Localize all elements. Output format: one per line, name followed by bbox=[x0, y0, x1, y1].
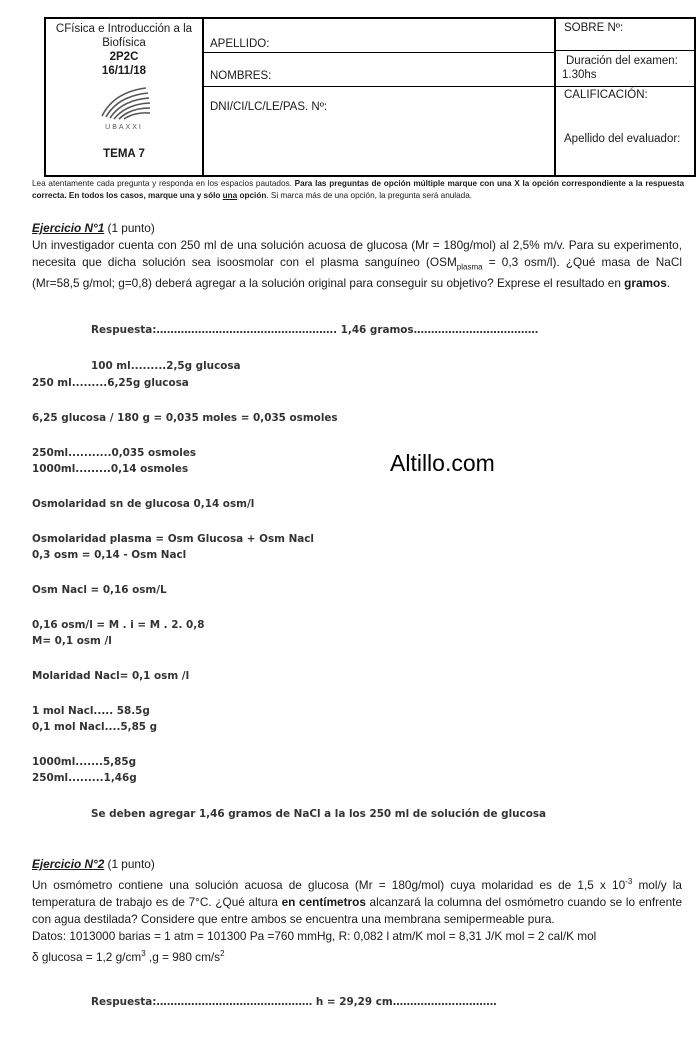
calc-line: 1000ml.......5,85g bbox=[32, 756, 137, 768]
calificacion-label: CALIFICACIÓN: bbox=[564, 89, 648, 101]
exercise-2-delta-sup2: 2 bbox=[220, 948, 225, 958]
calc-line: Osmolaridad plasma = Osm Glucosa + Osm Nacl bbox=[32, 533, 314, 545]
header-table bbox=[44, 17, 696, 177]
duracion-label: Duración del examen: bbox=[566, 55, 678, 67]
calc-line: Molaridad Nacl= 0,1 osm /l bbox=[32, 670, 190, 682]
calc-line: 250ml.........1,46g bbox=[32, 772, 137, 784]
exercise-1-body-a: Un investigador cuenta con 250 ml de una solución acuosa de glucosa (Mr = 180g/mol) al 2,5% m/v. Para su experimento, necesita que dicha solución sea isoosmolar con el plasma sanguíneo (OSM bbox=[32, 238, 682, 269]
calc-line: Osmolaridad sn de glucosa 0,14 osm/l bbox=[32, 498, 255, 510]
instructions-text-1: Lea atentamente cada pregunta y responda en los espacios pautados. bbox=[32, 179, 295, 188]
duracion-value: 1.30hs bbox=[562, 69, 597, 81]
instructions-text-3: una bbox=[222, 191, 238, 200]
exercise-2-body-a: Un osmómetro contiene una solución acuosa de glucosa (Mr = 180g/mol) cuya molaridad es de 1,5 x 10 bbox=[32, 877, 626, 892]
calc-line: M= 0,1 osm /l bbox=[32, 635, 112, 647]
course-name: CFísica e Introducción a la Biofísica bbox=[55, 23, 193, 49]
course-cell bbox=[46, 19, 204, 175]
apellido-field[interactable]: APELLIDO: bbox=[204, 19, 554, 53]
calificacion-field bbox=[556, 87, 694, 145]
exercise-1-subscript: plasma bbox=[456, 262, 483, 272]
exercise-1-body-end: . bbox=[666, 276, 671, 291]
duracion-field bbox=[556, 51, 694, 87]
calc-line: 250 ml.........6,25g glucosa bbox=[32, 377, 189, 389]
nombres-field[interactable]: NOMBRES: bbox=[204, 53, 554, 87]
exercise-2-delta-sup: 3 bbox=[141, 948, 146, 958]
instructions-text-2: Para las preguntas de opción múltiple marque con una X la opción correspondiente a la respuesta correcta. En todos los casos, marque una y sólo bbox=[32, 179, 685, 200]
exercise-2 bbox=[32, 856, 682, 966]
exercise-2-title: Ejercicio N°2 bbox=[32, 857, 105, 871]
answer-2: Respuesta:……………………………………… h = 29,29 cm………………………… bbox=[91, 996, 497, 1008]
dni-field[interactable]: DNI/CI/LC/LE/PAS. Nº: bbox=[210, 101, 328, 113]
course-code: 2P2C bbox=[109, 51, 139, 63]
calc-line: 0,1 mol Nacl....5,85 g bbox=[32, 721, 158, 733]
exercise-1-body-bold: gramos bbox=[624, 276, 667, 291]
exercise-1 bbox=[32, 220, 682, 292]
instructions-text-4: opción bbox=[237, 191, 267, 200]
instructions-text-5: . Si marca más de una opción, la pregunta será anulada. bbox=[266, 191, 473, 200]
logo-text: UBAXXI bbox=[105, 124, 143, 131]
exercise-2-points: (1 punto) bbox=[104, 857, 155, 871]
exercise-1-title: Ejercicio N°1 bbox=[32, 221, 105, 235]
admin-cell bbox=[556, 19, 694, 175]
exercise-2-datos: Datos: 1013000 barias = 1 atm = 101300 Pa =760 mmHg, R: 0,082 l atm/K mol = 8,31 J/K mol = 2 cal/K mol bbox=[32, 928, 597, 943]
watermark: Altillo.com bbox=[390, 450, 495, 476]
calc-conclusion: Se deben agregar 1,46 gramos de NaCl a la los 250 ml de solución de glucosa bbox=[91, 808, 547, 820]
student-data-cell bbox=[204, 19, 556, 175]
calc-line: 0,3 osm = 0,14 - Osm Nacl bbox=[32, 549, 187, 561]
calc-line: 0,16 osm/l = M . i = M . 2. 0,8 bbox=[32, 619, 205, 631]
exercise-2-body-c: alcanzará la columna del osmómetro cuando se lo enfrente con agua destilada? Considere que entre ambos se encuentra una membrana semipermeable pura. bbox=[32, 894, 682, 926]
exercise-1-points: (1 punto) bbox=[104, 221, 155, 235]
exercise-2-body-bold: en centímetros bbox=[281, 894, 366, 909]
calc-line: 6,25 glucosa / 180 g = 0,035 moles = 0,035 osmoles bbox=[32, 412, 338, 424]
exercise-1-body-b: = 0,3 osm/l). ¿Qué masa de NaCl (Mr=58,5 g/mol; g=0,8) deberá agregar a la solución original para conseguir su objetivo? Exprese el resultado en bbox=[32, 255, 682, 291]
ubaxxi-logo-icon bbox=[94, 86, 154, 120]
calc-line: 100 ml.........2,5g glucosa bbox=[91, 360, 241, 372]
calc-line: 250ml...........0,035 osmoles bbox=[32, 447, 197, 459]
exam-date: 16/11/18 bbox=[101, 65, 147, 77]
calc-line: 1000ml.........0,14 osmoles bbox=[32, 463, 189, 475]
exercise-2-delta-a: δ glucosa = 1,2 g/cm bbox=[32, 949, 142, 964]
calc-line: 1 mol Nacl..... 58.5g bbox=[32, 705, 150, 717]
calc-line: Osm Nacl = 0,16 osm/L bbox=[32, 584, 167, 596]
evaluador-label: Apellido del evaluador: bbox=[564, 133, 681, 145]
answer-1: Respuesta:……………………………………………. 1,46 gramos……………………………… bbox=[91, 324, 539, 336]
tema-label: TEMA 7 bbox=[103, 148, 145, 160]
exercise-2-body-b: mol/y la temperatura de trabajo es de 7°C. ¿Qué altura bbox=[32, 877, 682, 909]
exercise-2-superscript: -3 bbox=[625, 877, 633, 886]
instructions bbox=[32, 178, 684, 202]
sobre-field: SOBRE Nº: bbox=[556, 19, 694, 51]
exercise-2-delta-b: ,g = 980 cm/s bbox=[145, 949, 221, 964]
